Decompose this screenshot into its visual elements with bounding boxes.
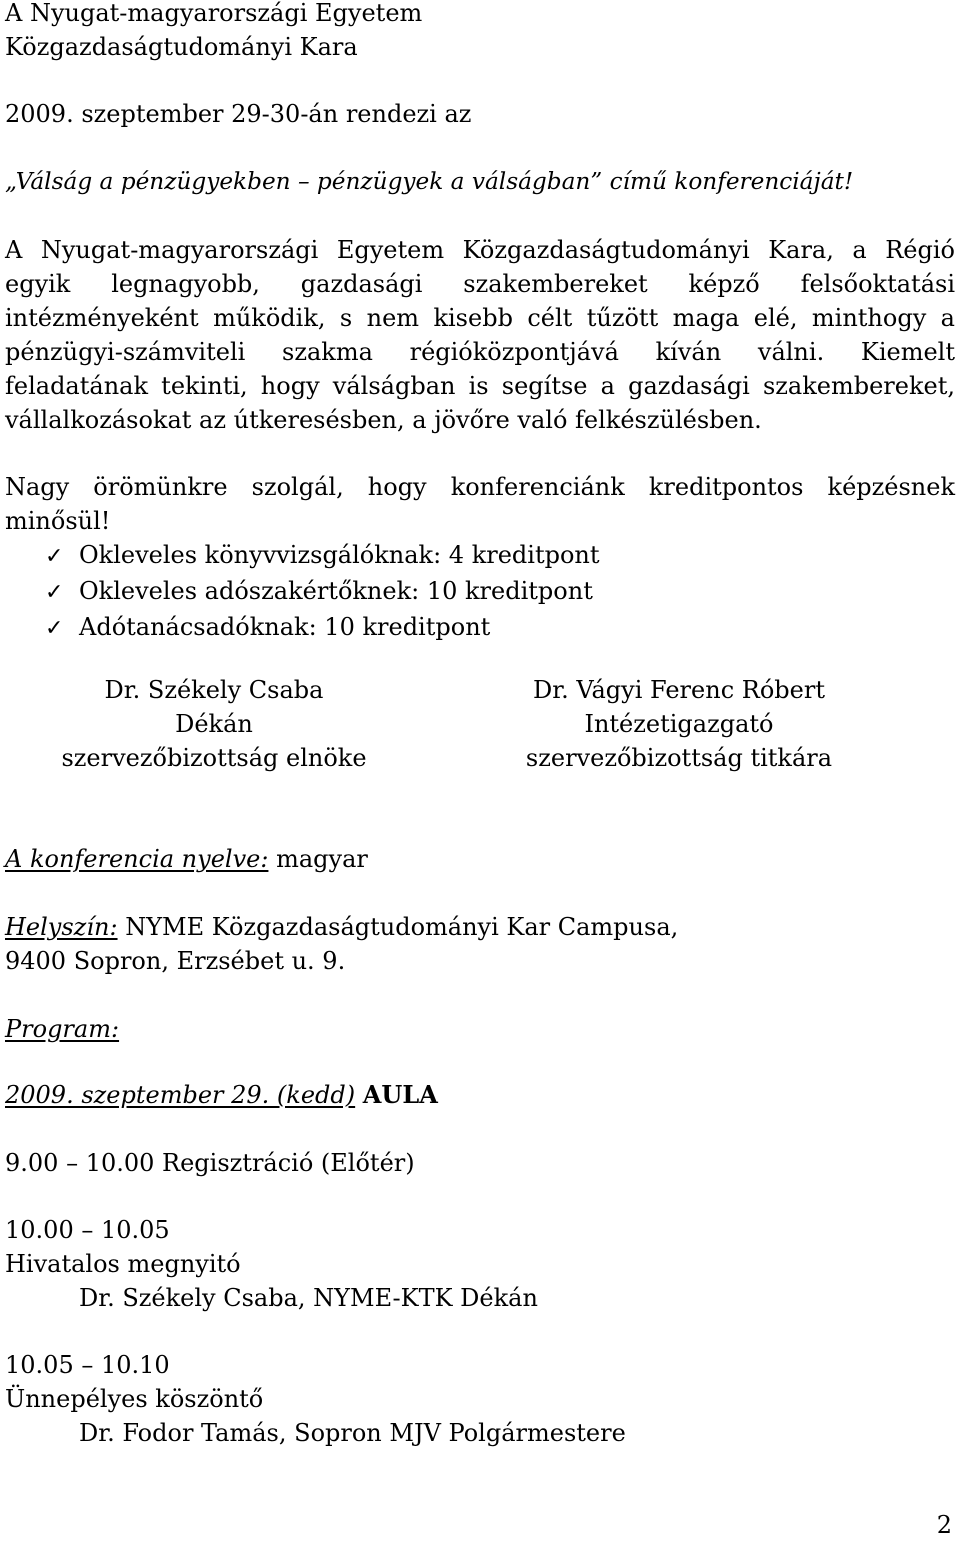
intro-line: intézményeként működik, s nem kisebb célt tűzött maga elé, minthogy a — [5, 304, 955, 332]
signatures — [5, 673, 955, 777]
program-item — [5, 1348, 626, 1450]
credit-item-label: Okleveles könyvvizsgálóknak: 4 kreditpont — [79, 541, 600, 569]
university-name: A Nyugat-magyarországi Egyetem — [5, 0, 423, 27]
signature-left — [55, 673, 373, 775]
signatory-committee: szervezőbizottság titkára — [525, 744, 833, 772]
intro-line: A Nyugat-magyarországi Egyetem Közgazdaságtudományi Kara, a Régió — [5, 236, 955, 264]
program-item-title: Hivatalos megnyitó — [5, 1250, 241, 1278]
intro-line: feladatának tekinti, hogy válságban is segítse a gazdasági szakembereket, — [5, 372, 955, 400]
credit-item-label: Okleveles adószakértőknek: 10 kreditpont — [79, 577, 593, 605]
venue-block — [5, 910, 678, 978]
credit-item-label: Adótanácsadóknak: 10 kreditpont — [79, 613, 491, 641]
credit-item — [5, 610, 955, 646]
signatory-role: Intézetigazgató — [584, 710, 774, 738]
intro-line: egyik legnagyobb, gazdasági szakembereket képző felsőoktatási — [5, 270, 955, 298]
signature-right — [519, 673, 839, 775]
program-day — [5, 1078, 438, 1112]
intro-line: pénzügyi-számviteli szakma régióközpontjává kíván válni. Kiemelt — [5, 338, 955, 366]
program-item-time: 10.05 – 10.10 — [5, 1351, 170, 1379]
program-item-speaker: Dr. Székely Csaba, NYME-KTK Dékán — [79, 1284, 538, 1312]
signatory-name: Dr. Székely Csaba — [104, 676, 324, 704]
conference-title: „Válság a pénzügyekben – pénzügyek a válságban” című konferenciáját! — [5, 168, 854, 195]
program-item-speaker: Dr. Fodor Tamás, Sopron MJV Polgármestere — [79, 1419, 626, 1447]
date-line: 2009. szeptember 29-30-án rendezi az — [5, 100, 472, 128]
program-day-location: AULA — [362, 1080, 438, 1109]
venue-address: 9400 Sopron, Erzsébet u. 9. — [5, 947, 346, 975]
venue-value: NYME Közgazdaságtudományi Kar Campusa, — [125, 913, 679, 941]
language-value: magyar — [276, 845, 368, 873]
credits-intro: Nagy örömünkre szolgál, hogy konferenciánk kreditpontos képzésnek — [5, 473, 955, 501]
credits-intro-end: minősül! — [5, 507, 111, 535]
faculty-name: Közgazdaságtudományi Kara — [5, 33, 358, 61]
signatory-name: Dr. Vágyi Ferenc Róbert — [533, 676, 825, 704]
program-item-title: Ünnepélyes köszöntő — [5, 1385, 264, 1413]
venue-label: Helyszín: — [5, 913, 118, 941]
language-label: A konferencia nyelve: — [5, 845, 269, 873]
checkmark-icon: ✓ — [45, 616, 64, 641]
program-label: Program: — [5, 1015, 120, 1043]
program-day-label: 2009. szeptember 29. (kedd) — [5, 1081, 356, 1109]
signatory-role: Dékán — [175, 710, 253, 738]
program-item — [5, 1213, 538, 1315]
registration-line: 9.00 – 10.00 Regisztráció (Előtér) — [5, 1149, 415, 1177]
credit-item — [5, 538, 955, 574]
signatory-committee: szervezőbizottság elnöke — [61, 744, 367, 772]
credits-section — [5, 470, 955, 646]
checkmark-icon: ✓ — [45, 580, 64, 605]
intro-line: vállalkozásokat az útkeresésben, a jövőre való felkészülésben. — [5, 406, 762, 434]
program-item-time: 10.00 – 10.05 — [5, 1216, 170, 1244]
credit-item — [5, 574, 955, 610]
language-line — [5, 842, 368, 876]
intro-paragraph — [5, 233, 955, 437]
header — [5, 0, 422, 64]
checkmark-icon: ✓ — [45, 544, 64, 569]
venue-line — [5, 910, 678, 944]
page-number: 2 — [936, 1511, 952, 1539]
